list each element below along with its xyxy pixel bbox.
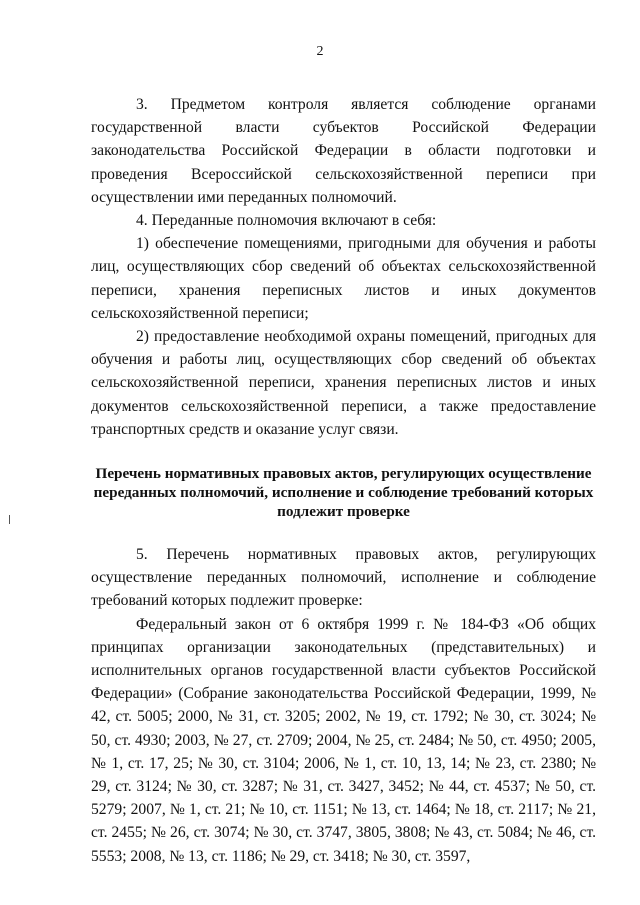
document-body <box>91 93 596 868</box>
paragraph-3: 3. Предметом контроля является соблюдение органами государственной власти субъектов Российской Федерации законодательства Российской Федерации в области подготовки и проведения Всероссийской сельскохозяйственной переписи при осуществлении ими переданных полномочий. <box>91 96 596 206</box>
margin-mark <box>9 515 12 524</box>
section-heading: Перечень нормативных правовых актов, регулирующих осуществление переданных полномочий, исполнение и соблюдение требований которых подлежит проверке <box>93 465 594 521</box>
law-citation-184fz: Федеральный закон от 6 октября 1999 г. № 184-ФЗ «Об общих принципах организации законодательных (представительных) и исполнительных органов государственной власти субъектов Российской Федерации» (Собрание законодательства Российской Федерации, 1999, № 42, ст. 5005; 2000, № 31, ст. 3205; 2002, № 19, ст. 1792; № 30, ст. 3024; № 50, ст. 4930; 2003, № 27, ст. 2709; 2004, № 25, ст. 2484; № 50, ст. 4950; 2005, № 1, ст. 17, 25; № 30, ст. 3104; 2006, № 1, ст. 10, 13, 14; № 23, ст. 2380; № 29, ст. 3124; № 30, ст. 3287; № 31, ст. 3427, 3452; № 44, ст. 4537; № 50, ст. 5279; 2007, № 1, ст. 21; № 10, ст. 1151; № 13, ст. 1464; № 18, ст. 2117; № 21, ст. 2455; № 26, ст. 3074; № 30, ст. 3747, 3805, 3808; № 43, ст. 5084; № 46, ст. 5553; 2008, № 13, ст. 1186; № 29, ст. 3418; № 30, ст. 3597, <box>91 615 596 865</box>
paragraph-4-item-1: 1) обеспечение помещениями, пригодными для обучения и работы лиц, осуществляющих сбор сведений об объектах сельскохозяйственной переписи, хранения переписных листов и иных документов сельскохозяйственной переписи; <box>91 235 596 322</box>
paragraph-4-item-2: 2) предоставление необходимой охраны помещений, пригодных для обучения и работы лиц, осуществляющих сбор сведений об объектах сельскохозяйственной переписи, хранения переписных листов и иных документов сельскохозяйственной переписи, а также предоставление транспортных средств и оказание услуг связи. <box>91 328 596 438</box>
paragraph-4: 4. Переданные полномочия включают в себя: <box>136 212 437 230</box>
paragraph-5: 5. Перечень нормативных правовых актов, регулирующих осуществление переданных полномочий, исполнение и соблюдение требований которых подлежит проверке: <box>91 546 596 610</box>
page-number: 2 <box>316 44 324 59</box>
